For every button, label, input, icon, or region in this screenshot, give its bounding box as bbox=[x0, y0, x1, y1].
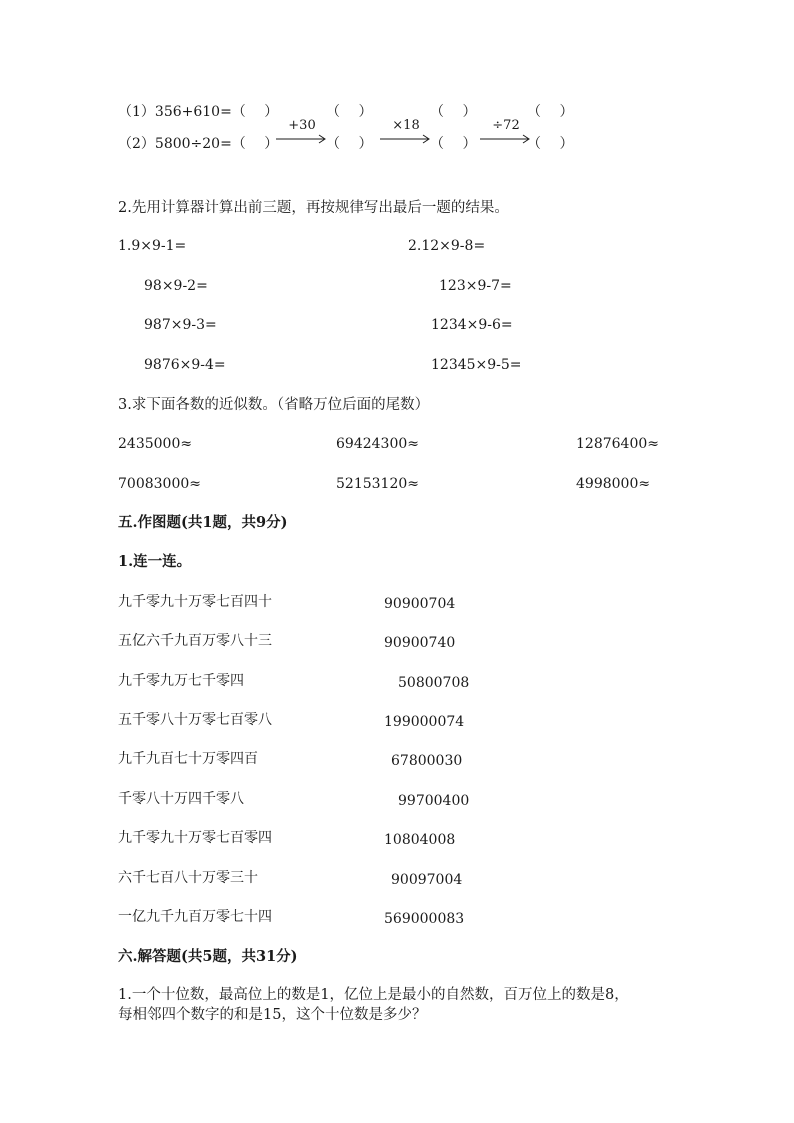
q3-item-5: 52153120≈ bbox=[336, 476, 419, 492]
q1-row1-blank-3[interactable]: （ ） bbox=[430, 104, 477, 120]
match-left-2[interactable]: 五亿六千九百万零八十三 bbox=[118, 633, 272, 649]
q1-row2-expression: （2）5800÷20=（ ） bbox=[118, 136, 279, 152]
q2-col1-item-1: 1.9×9-1= bbox=[118, 238, 187, 254]
q3-title: 3.求下面各数的近似数。（省略万位后面的尾数） bbox=[118, 397, 430, 413]
match-left-1[interactable]: 九千零九十万零七百四十 bbox=[118, 594, 272, 610]
match-right-1[interactable]: 90900704 bbox=[384, 596, 456, 612]
arrow-multiply-18 bbox=[378, 120, 434, 148]
right-arrow-icon bbox=[478, 134, 534, 144]
right-arrow-icon bbox=[378, 134, 434, 144]
q1-row2-blank-2[interactable]: （ ） bbox=[326, 136, 373, 152]
q2-title: 2.先用计算器计算出前三题，再按规律写出最后一题的结果。 bbox=[118, 200, 509, 216]
match-right-4[interactable]: 199000074 bbox=[384, 714, 465, 730]
match-left-6[interactable]: 千零八十万四千零八 bbox=[118, 791, 244, 807]
q1-row2-blank-4[interactable]: （ ） bbox=[527, 136, 574, 152]
match-right-7[interactable]: 10804008 bbox=[384, 832, 456, 848]
section6-q1-line1: 1.一个十位数，最高位上的数是1，亿位上是最小的自然数，百万位上的数是8， bbox=[118, 987, 629, 1003]
match-right-5[interactable]: 67800030 bbox=[391, 753, 463, 769]
match-right-2[interactable]: 90900740 bbox=[384, 635, 456, 651]
section5-heading: 五.作图题(共1题，共9分) bbox=[118, 514, 288, 531]
q2-col2-item-1: 2.12×9-8= bbox=[408, 238, 486, 254]
match-left-4[interactable]: 五千零八十万零七百零八 bbox=[118, 712, 272, 728]
q3-item-6: 4998000≈ bbox=[576, 476, 651, 492]
section6-q1-line2: 每相邻四个数字的和是15，这个十位数是多少？ bbox=[118, 1007, 427, 1023]
match-right-6[interactable]: 99700400 bbox=[398, 793, 470, 809]
match-right-8[interactable]: 90097004 bbox=[391, 872, 463, 888]
match-left-7[interactable]: 九千零九十万零七百零四 bbox=[118, 830, 272, 846]
match-left-5[interactable]: 九千九百七十万零四百 bbox=[118, 751, 258, 767]
op-label-multiply: ×18 bbox=[392, 118, 420, 133]
q1-row2-blank-3[interactable]: （ ） bbox=[430, 136, 477, 152]
section6-heading: 六.解答题(共5题，共31分) bbox=[118, 948, 298, 965]
q1-row1-blank-4[interactable]: （ ） bbox=[527, 104, 574, 120]
q2-col2-item-4: 12345×9-5= bbox=[431, 357, 522, 373]
q3-item-4: 70083000≈ bbox=[118, 476, 201, 492]
q1-row1-blank-2[interactable]: （ ） bbox=[326, 104, 373, 120]
q2-col1-item-2: 98×9-2= bbox=[144, 278, 208, 294]
arrow-add-30 bbox=[274, 120, 330, 148]
q2-col2-item-2: 123×9-7= bbox=[439, 278, 512, 294]
q2-col2-item-3: 1234×9-6= bbox=[431, 317, 513, 333]
q2-col1-item-4: 9876×9-4= bbox=[144, 357, 226, 373]
q3-item-1: 2435000≈ bbox=[118, 436, 193, 452]
q1-row1-expression: （1）356+610=（ ） bbox=[118, 104, 279, 120]
q3-item-2: 69424300≈ bbox=[336, 436, 419, 452]
match-right-3[interactable]: 50800708 bbox=[398, 675, 470, 691]
arrow-divide-72 bbox=[478, 120, 534, 148]
op-label-add: +30 bbox=[288, 118, 316, 133]
q3-item-3: 12876400≈ bbox=[576, 436, 659, 452]
match-left-8[interactable]: 六千七百八十万零三十 bbox=[118, 870, 258, 886]
op-label-divide: ÷72 bbox=[492, 118, 520, 133]
match-left-3[interactable]: 九千零九万七千零四 bbox=[118, 673, 244, 689]
match-left-9[interactable]: 一亿九千九百万零七十四 bbox=[118, 909, 272, 925]
q2-col1-item-3: 987×9-3= bbox=[144, 317, 217, 333]
right-arrow-icon bbox=[274, 134, 330, 144]
match-right-9[interactable]: 569000083 bbox=[384, 911, 465, 927]
section5-q1-title: 1.连一连。 bbox=[118, 553, 192, 570]
